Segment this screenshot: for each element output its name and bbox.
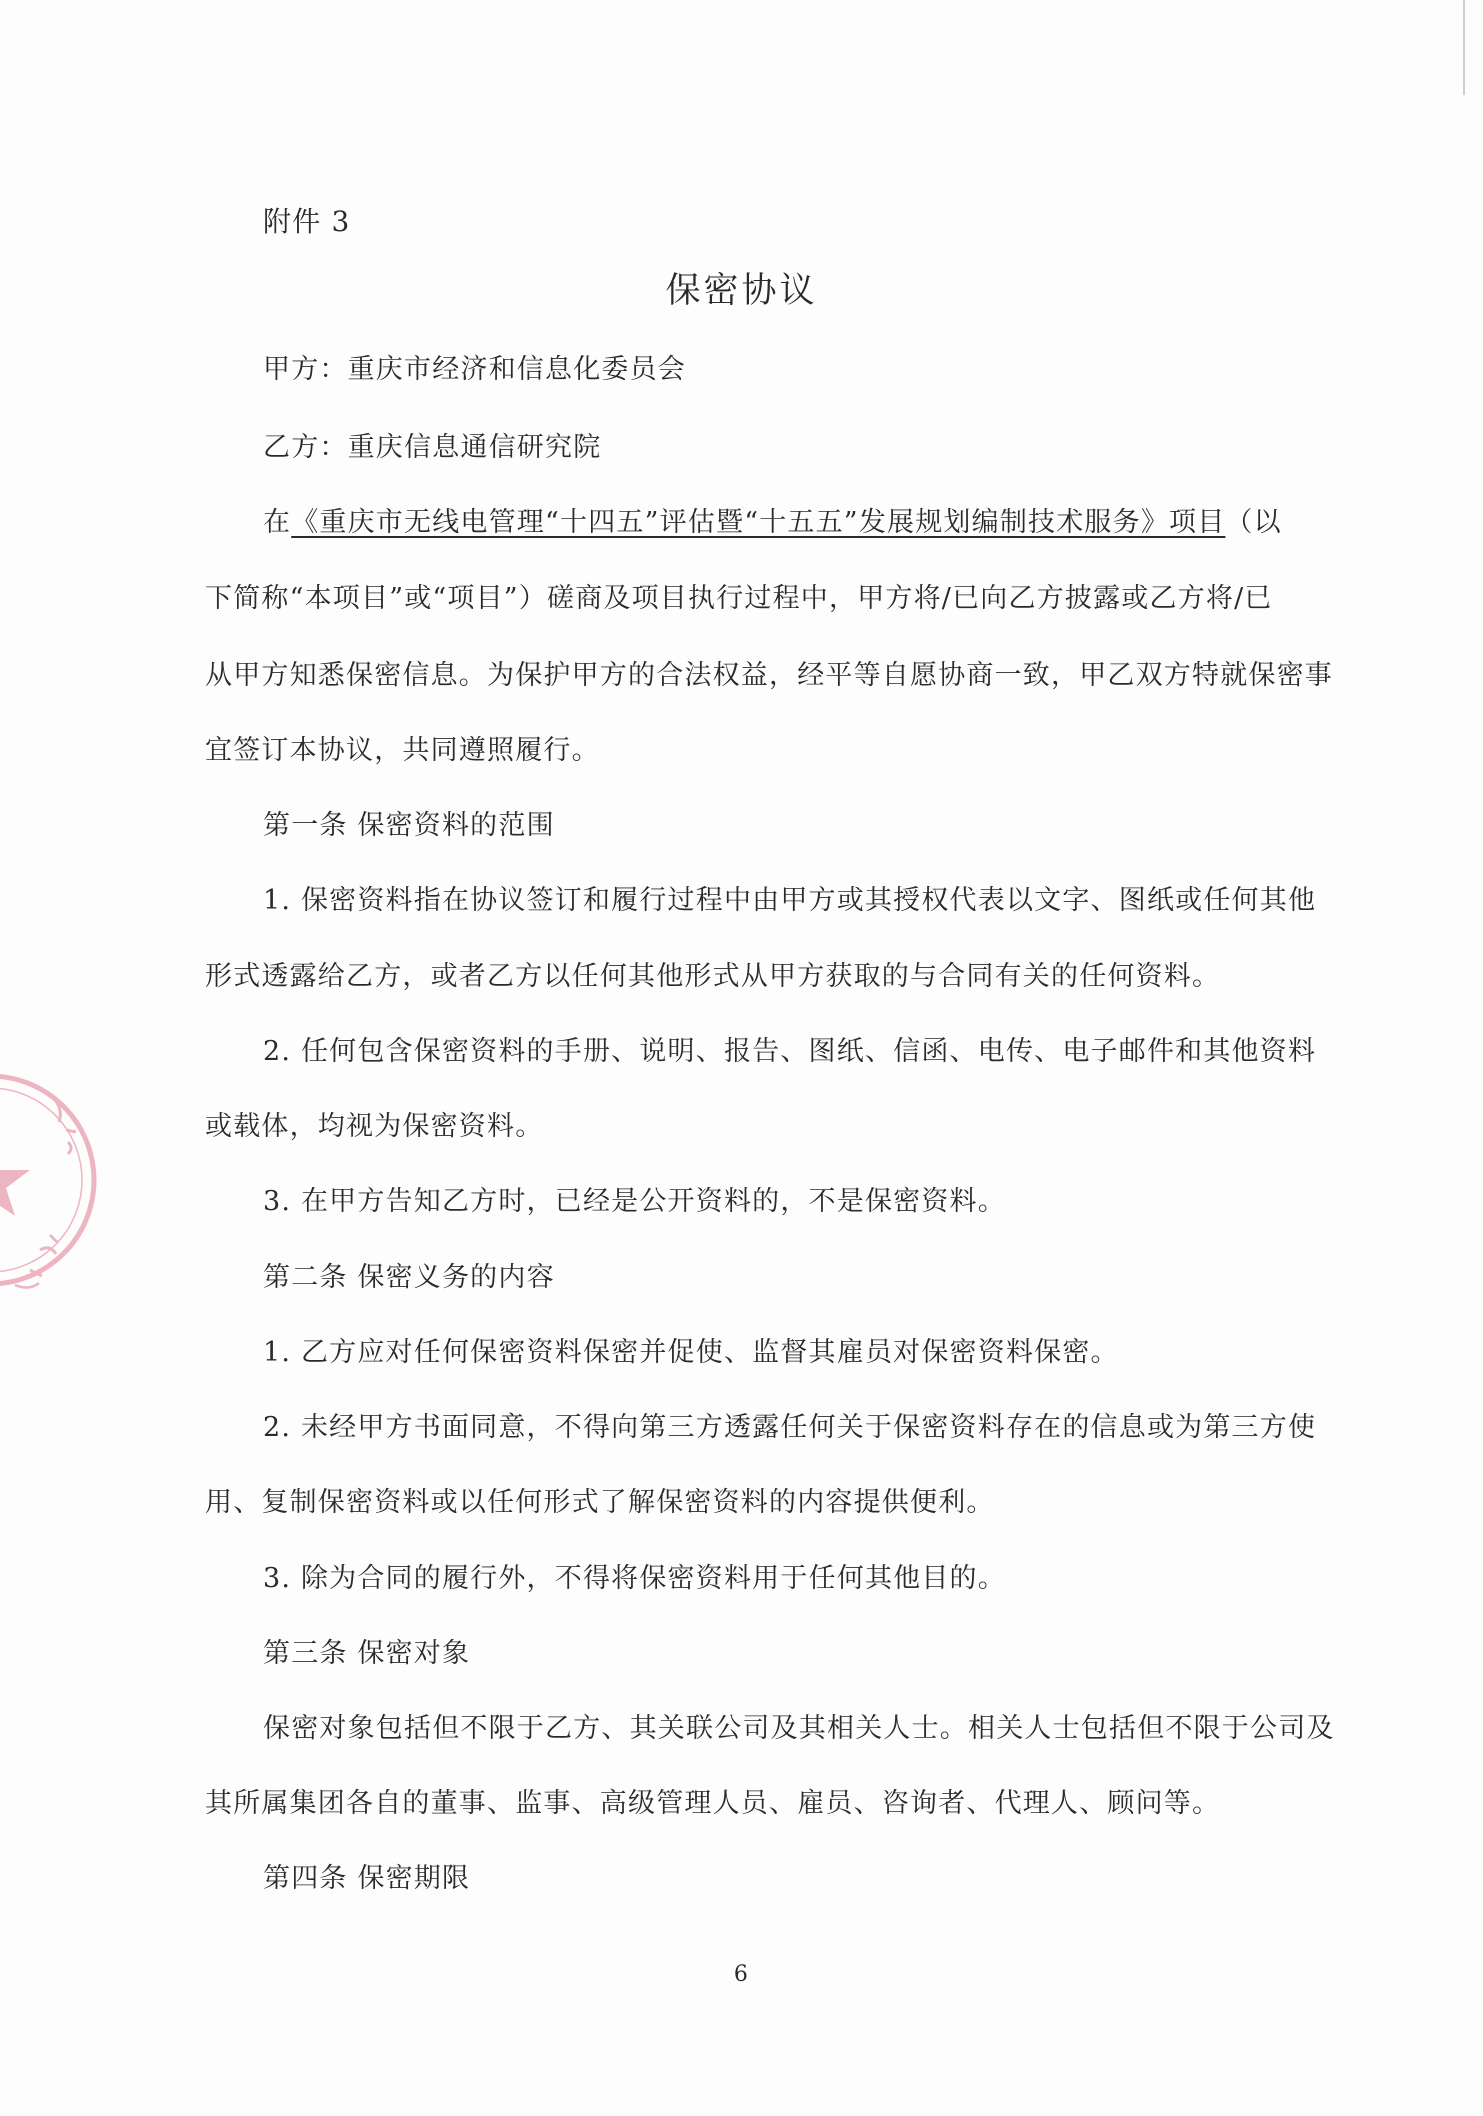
article-3-heading: 第三条 保密对象: [263, 1638, 471, 1669]
article-2-heading: 第二条 保密义务的内容: [263, 1262, 555, 1293]
article-2-item-2-line-2: 用、复制保密资料或以任何形式了解保密资料的内容提供便利。: [205, 1487, 995, 1518]
intro-line-4: 宜签订本协议，共同遵照履行。: [205, 735, 600, 766]
seal-glyph-fragment: [15, 1283, 39, 1288]
seal-stamp-icon: [0, 1030, 110, 1330]
intro-line-2: 下简称“本项目”或“项目”）磋商及项目执行过程中，甲方将/已向乙方披露或乙方将/已: [205, 583, 1273, 614]
article-1-item-1-line-1: 1. 保密资料指在协议签订和履行过程中由甲方或其授权代表以文字、图纸或任何其他: [263, 885, 1317, 916]
article-1-heading: 第一条 保密资料的范围: [263, 810, 555, 841]
page-number: 6: [733, 1962, 750, 1987]
party-a: 甲方：重庆市经济和信息化委员会: [263, 354, 686, 385]
article-1-item-3: 3. 在甲方告知乙方时，已经是公开资料的，不是保密资料。: [263, 1186, 1006, 1217]
scan-edge-line: [1463, 0, 1465, 95]
article-1-item-2-line-2: 或载体，均视为保密资料。: [205, 1111, 544, 1142]
intro-prefix: 在: [263, 507, 292, 538]
article-1-item-2-line-1: 2. 任何包含保密资料的手册、说明、报告、图纸、信函、电传、电子邮件和其他资料: [263, 1036, 1317, 1067]
article-3-para-line-2: 其所属集团各自的董事、监事、高级管理人员、雇员、咨询者、代理人、顾问等。: [205, 1788, 1221, 1819]
project-name: 《重庆市无线电管理“十四五”评估暨“十五五”发展规划编制技术服务》项目: [291, 507, 1226, 538]
seal-star: [0, 1142, 30, 1216]
party-b: 乙方：重庆信息通信研究院: [263, 432, 602, 463]
intro-suffix: （以: [1225, 507, 1282, 538]
article-4-heading: 第四条 保密期限: [263, 1863, 471, 1894]
article-2-item-3: 3. 除为合同的履行外，不得将保密资料用于任何其他目的。: [263, 1563, 1006, 1594]
intro-line-3: 从甲方知悉保密信息。为保护甲方的合法权益，经平等自愿协商一致，甲乙双方特就保密事: [205, 660, 1333, 691]
article-2-item-2-line-1: 2. 未经甲方书面同意，不得向第三方透露任何关于保密资料存在的信息或为第三方使: [263, 1412, 1317, 1443]
article-3-para-line-1: 保密对象包括但不限于乙方、其关联公司及其相关人士。相关人士包括但不限于公司及: [263, 1713, 1335, 1744]
article-1-item-1-line-2: 形式透露给乙方，或者乙方以任何其他形式从甲方获取的与合同有关的任何资料。: [205, 961, 1221, 992]
document-title: 保密协议: [665, 271, 818, 311]
article-2-item-1: 1. 乙方应对任何保密资料保密并促使、监督其雇员对保密资料保密。: [263, 1337, 1119, 1368]
intro-line-1: [263, 506, 1282, 540]
attachment-label: 附件 3: [263, 205, 351, 238]
